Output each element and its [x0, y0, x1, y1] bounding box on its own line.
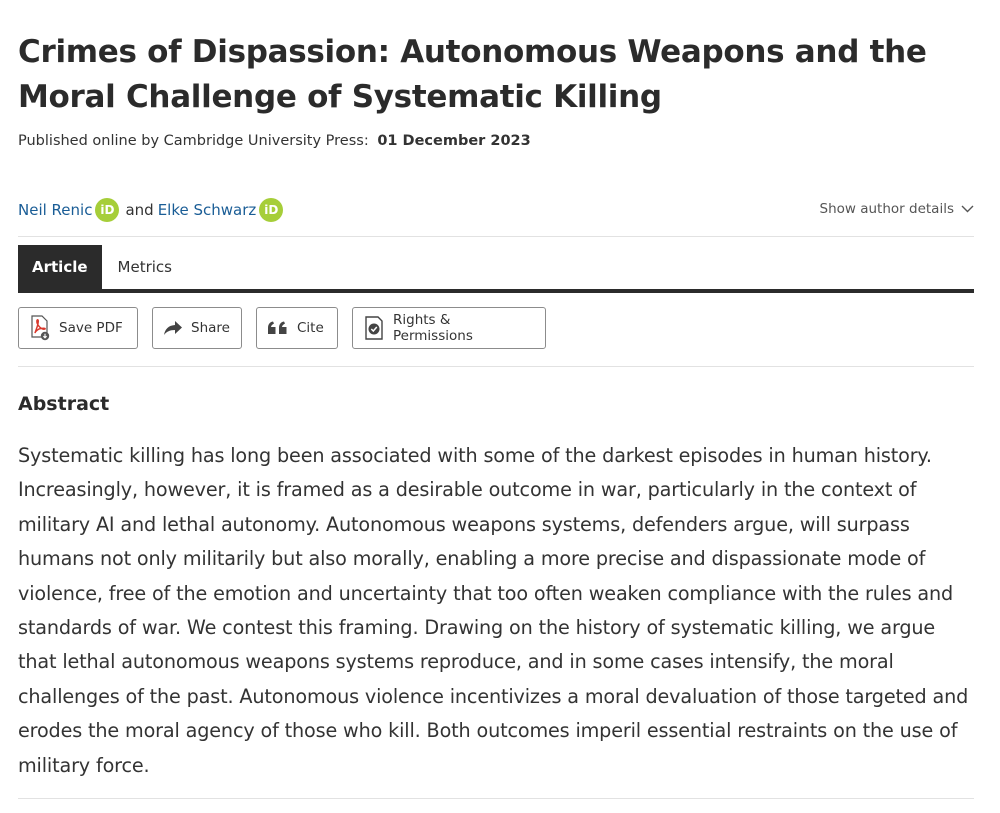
abstract-text: Systematic killing has long been associated with some of the darkest episodes in human history. Increasingly, however, it is framed as a desirable outcome in war, particularly in the context of military AI and lethal autonomy. Autonomous weapons systems, defenders argue, will surpass humans not only militarily but also morally, enabling a more precise and dispassionate mode of violence, free of the emotion and uncertainty that too often weaken compliance with the rules and standards of war. We contest this framing. Drawing on the history of systematic killing, we argue that lethal autonomous weapons systems reproduce, and in some cases intensify, the moral challenges of the past. Autonomous violence incentivizes a moral devaluation of those targeted and erodes the moral agency of those who kill. Both outcomes imperil essential restraints on the use of military force. [18, 444, 969, 777]
tab-article[interactable]: Article [18, 245, 102, 289]
orcid-icon[interactable]: iD [95, 198, 119, 222]
pdf-icon [29, 315, 51, 341]
quote-icon [267, 321, 289, 335]
published-label: Published online by Cambridge University Press: [18, 133, 369, 149]
rights-icon [363, 316, 385, 340]
article-tabs [18, 245, 974, 293]
article-toolbar [18, 307, 546, 351]
author-link-neil-renic[interactable]: Neil Renic [18, 201, 93, 219]
published-date: 01 December 2023 [377, 133, 531, 149]
rights-permissions-label: Rights & Permissions [393, 312, 473, 344]
show-author-details-button[interactable] [820, 201, 974, 217]
chevron-down-icon [961, 205, 974, 213]
article-title: Crimes of Dispassion: Autonomous Weapons and the Moral Challenge of Systematic Killing [18, 34, 927, 115]
cite-button[interactable] [256, 307, 338, 349]
share-button[interactable] [152, 307, 242, 349]
divider [18, 798, 974, 799]
rights-permissions-button[interactable] [352, 307, 546, 349]
share-label: Share [191, 320, 230, 336]
author-connector: and [125, 201, 154, 219]
orcid-icon[interactable]: iD [259, 198, 283, 222]
author-list [18, 197, 289, 223]
cite-label: Cite [297, 320, 324, 336]
divider [18, 366, 974, 367]
publication-info [18, 133, 531, 149]
show-author-details-label: Show author details [819, 201, 954, 217]
share-icon [163, 320, 183, 336]
abstract-heading: Abstract [18, 393, 110, 415]
save-pdf-label: Save PDF [59, 320, 123, 336]
tab-metrics[interactable]: Metrics [117, 258, 172, 276]
save-pdf-button[interactable] [18, 307, 138, 349]
divider [18, 236, 974, 237]
author-link-elke-schwarz[interactable]: Elke Schwarz [157, 201, 257, 219]
